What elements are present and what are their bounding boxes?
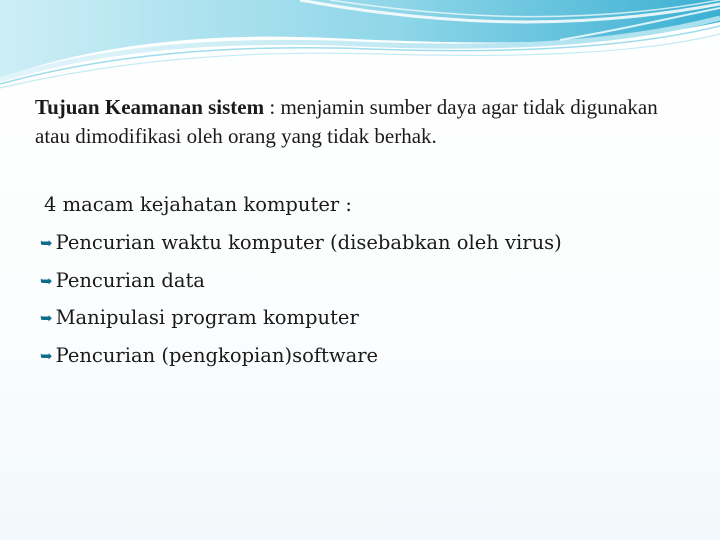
crime-list-section	[40, 186, 694, 374]
curved-arrow-bullet-icon: ➥	[40, 309, 53, 327]
crime-list	[40, 224, 694, 374]
curved-arrow-bullet-icon: ➥	[40, 234, 53, 252]
intro-paragraph	[35, 93, 685, 151]
list-item	[40, 337, 694, 375]
header-wave-decoration	[0, 0, 720, 90]
list-item-text: Manipulasi program komputer	[55, 306, 359, 329]
list-item-text: Pencurian data	[55, 268, 205, 292]
list-item-text: Pencurian (pengkopian)software	[55, 343, 379, 367]
curved-arrow-bullet-icon: ➥	[40, 346, 53, 365]
curved-arrow-bullet-icon: ➥	[40, 271, 53, 290]
list-item	[40, 262, 694, 300]
intro-text: : menjamin sumber daya agar tidak digunakan atau dimodifikasi oleh orang yang tidak berhak.	[35, 95, 658, 148]
intro-term: Tujuan Keamanan sistem	[35, 95, 265, 119]
list-item-text: Pencurian waktu komputer (disebabkan oleh virus)	[55, 231, 562, 254]
list-heading: 4 macam kejahatan komputer :	[44, 193, 352, 216]
list-item	[40, 299, 694, 337]
list-item	[40, 224, 694, 262]
